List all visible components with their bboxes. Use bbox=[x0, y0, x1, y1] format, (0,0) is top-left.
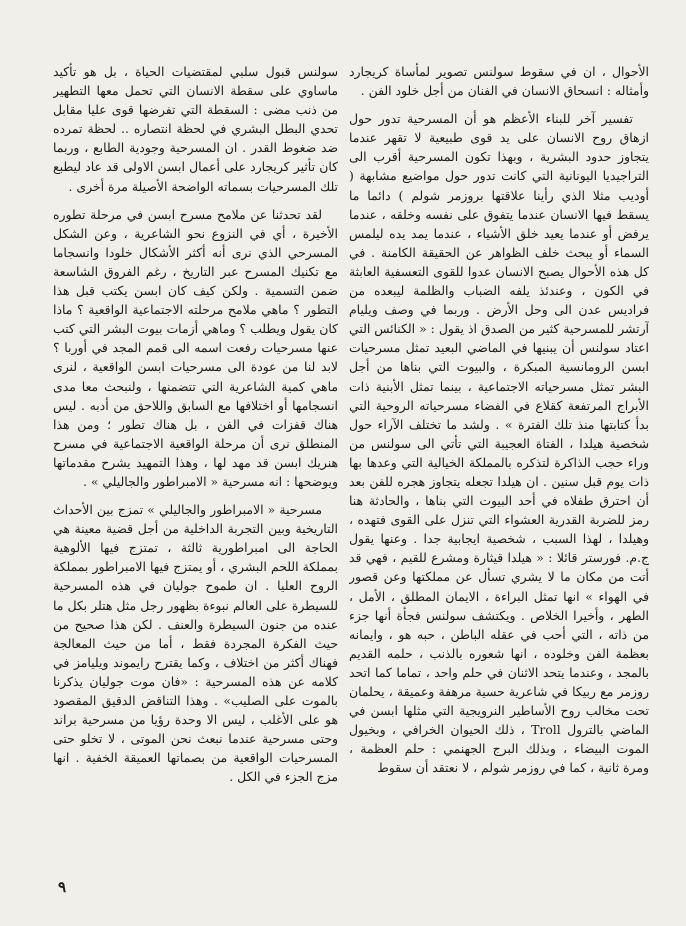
paragraph: تفسير آخر للبناء الأعظم هو أن المسرحية تدور حول ازهاق روح الانسان على يد قوى طبيعية لا تقهر عندما يتجاوز حدود البشرية ، وبهذا تكون المسرحية أقرب الى التراجيديا اليونانية التي كانت تدور حول مواضيع مشابهة ( أوديب مثلا الذي رأينا علاقتها بروزمر شولم ) دائما ما يسقط فيها الانسان عندما يتفوق على نفسه وخلقه ، عندما يرفض أو عندما يعيد خلق الأشياء ، عندما يمد يده ليلمس السماء أو يبحث خلف الظواهر عن الحقيقة الكامنة . في كل هذه الأحوال يصبح الانسان عدوا للقوى التعسفية العابثة في الكون ، وعندئذ يلفه الضباب والظلمة ليبعده من فراديس عدن الى وحل الأرض . وربما في وصف ويليام آرتشر للمسرحية كثير من الصدق اذ يقول : « الكنائس التي اعتاد سولنس أن يبنيها في الماضي البعيد تمثل مسرحيات ابسن الرومانسية المبكرة ، والبيوت التي بناها من أجل البشر تمثل مسرحياته الاجتماعية ، بينما تمثل الأبنية ذات الأبراج المرتفعة كقلاع في الفضاء مسرحياته الروحية التي بدأ كتابتها منذ تلك الفترة » . ولشد ما تختلف الآراء حول شخصية هيلدا ، الفتاة العجيبة التي تأتي الى سولنس من وراء حجب الذاكرة لتذكره بالمملكة الخيالية التي وعدها بها ذات يوم قبل سنين . ان هيلدا تجعله يتجاوز هجره للفن بعد أن احترق طفلاه في أحد البيوت التي بناها ، والحادثة هنا رمز للضربة القدرية العشواء التي تنزل على القوى فتهده ، وهيلدا ، لهذا السبب ، شخصية ايجابية جدا . وعنها يقول ج.م. فورستر قائلا : « هيلدا قيثارة ومشرع للقيم ، فهي قد أتت من مكان ما لا يشري تسأل عن مملكتها وعن قصور في الهواء » انها تمثل البراءة ، الايمان المطلق ، الأمل ، الطهر ، وأخيرا الخلاص . ويكتشف سولنس فجأة أنها جزء من ذاته ، التي أحب في عقله الباطن ، حبه هو ، وايمانه بعظمة الفن وخلوده ، انها شعوره بالذنب ، حلمه القديم بالمجد ، وعندما يتحد الاثنان في حلم واحد ، تماما كما اتحد روزمر مع ربيكا في شاعرية حسية مرهفة وعميقة ، يحلمان تحت مخالب روح الأساطير النرويجية التي مثلها ابسن في الماضي بالترول Troll ، ذلك الحيوان الخرافي ، وبخيول الموت البيضاء ، وبذلك البرج الجهنمي : حلم العظمة ، ومرة ثانية ، كما في روزمر شولم ، لا نعتقد أن سقوط bbox=[349, 111, 649, 776]
right-text-column bbox=[349, 62, 649, 892]
paragraph: سولنس قبول سلبي لمقتضيات الحياة ، بل هو تأكيد ماساوي على سقطة الانسان التي تحمل معها التطهير من ذنب مضى : السقطة التي تفرضها قوى عليا مقابل تحدي البطل البشري في لحظة انتصاره .. لحظة تمرده ضد ضغوط القدر . ان المسرحية وجودية الطابع ، وربما كان تأثير كريجارد على أعمال ابسن الاولى قد عاد ليطبع تلك المسرحيات بسماته الواضحة الأصيلة مرة أخرى . bbox=[53, 64, 338, 194]
left-text-column bbox=[53, 62, 338, 832]
page-number: ٩ bbox=[58, 878, 67, 896]
paragraph: الأحوال ، ان في سقوط سولنس تصوير لمأساة كريجارد وأمثاله : انسحاق الانسان في الفنان من أجل خلود الفن . bbox=[349, 64, 649, 99]
paragraph: لقد تحدثنا عن ملامح مسرح ابسن في مرحلة تطوره الأخيرة ، أي في النزوع نحو الشاعرية ، وعن الشكل المسرحي الذي نرى أنه أكثر الأشكال خلودا وانسجاما مع تكنيك المسرح عبر التاريخ ، رغم الفروق الشاسعة ضمن التسمية . ولكن كيف كان ابسن يكتب قبل هذا التطور ؟ ماهي ملامح مرحلته الاجتماعية الواقعية ؟ ماذا كان يقول ويطلب ؟ وماهي أزمات بيوت البشر التي كتب عنها مسرحيات رفعت اسمه الى قمم المجد في أوربا ؟ لابد لنا من عودة الى مسرحيات ابسن الواقعية ، لنرى ماهي كمية الشاعرية التي تتضمنها ، ولنبحث معا مدى انسجامها أو اختلافها مع السابق واللاحق من أدبه . ليس هناك قفزات في الفن ، بل هناك تطور ؛ ومن هذا المنطلق نرى أن مرحلة الواقعية الاجتماعية في مسرح هنريك ابسن قد مهد لها ، وهذا التمهيد يشرح مقدماتها ويوضحها : انه مسرحية « الامبراطور والجاليلي » . bbox=[53, 206, 338, 489]
paragraph: مسرحية « الامبراطور والجاليلي » تمزج بين الأحداث التاريخية وبين التجربة الداخلية من أجل قضية معينة هي الحاجة الى امبراطورية ثالثة ، تمتزج فيها الألوهية بمملكة اللحم البشري ، أو يمتزج فيها الامبراطور بمملكة الروح العليا . ان طموح جوليان في هذه المسرحية للسيطرة على العالم نبوءة بظهور رجل مثل هتلر بكل ما عنده من جنون السيطرة والعنف . لكن هذا صحيح من حيث الفكرة المجردة فقط ، أما من حيث المعالجة فهناك أكثر من اختلاف ، وكما يقترح رايموند ويليامز في كلامه عن هذه المسرحية : «فان موت جوليان يذكرنا بالموت على الصليب» . وهذا التناقض الدقيق المقصود هو على الأغلب ، ليس الا وحدة رؤيا من مسرحية براند وحتى مسرحية عندما نبعث نحن الموتى ، لا تخلو حتى المسرحيات الواقعية من بصماتها العميقة الخفية . انها مزج الجزء في الكل . bbox=[53, 502, 338, 785]
